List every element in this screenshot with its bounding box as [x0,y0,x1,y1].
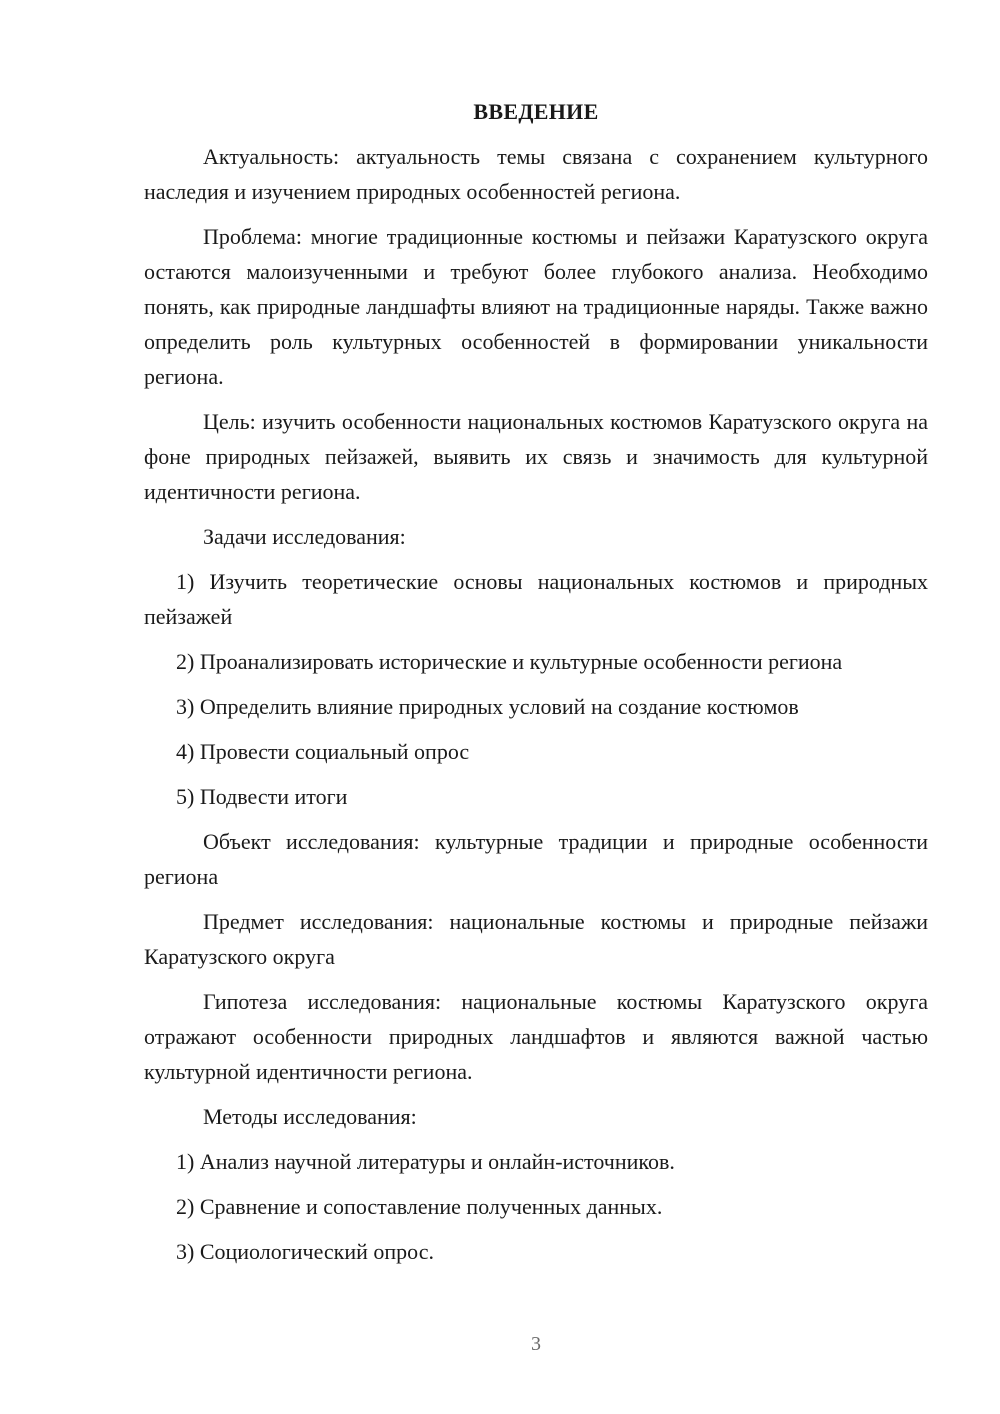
goal-paragraph: Цель: изучить особенности национальных костюмов Каратузского округа на фоне природных пейзажей, выявить их связь и значимость для культурной идентичности региона. [144,409,928,504]
hypothesis-paragraph: Гипотеза исследования: национальные костюмы Каратузского округа отражают особенности природных ландшафтов и являются важной частью культурной идентичности региона. [144,989,928,1084]
section-title: ВВЕДЕНИЕ [473,99,599,124]
task-item: 1) Изучить теоретические основы национальных костюмов и природных пейзажей [144,569,928,629]
task-item: 2) Проанализировать исторические и культурные особенности региона [176,649,843,674]
tasks-heading: Задачи исследования: [203,524,406,549]
task-item: 4) Провести социальный опрос [176,739,470,764]
problem-paragraph: Проблема: многие традиционные костюмы и пейзажи Каратузского округа остаются малоизученными и требуют более глубокого анализа. Необходимо понять, как природные ландшафты влияют на традиционные наряды. Также важно определить роль культурных особенностей в формировании уникальности региона. [144,224,928,389]
page-content [144,94,928,1279]
object-paragraph: Объект исследования: культурные традиции и природные особенности региона [144,829,928,889]
subject-paragraph: Предмет исследования: национальные костюмы и природные пейзажи Каратузского округа [144,909,928,969]
relevance-paragraph: Актуальность: актуальность темы связана с сохранением культурного наследия и изучением природных особенностей региона. [144,144,928,204]
page-number: 3 [531,1333,541,1355]
methods-heading: Методы исследования: [203,1104,417,1129]
method-item: 2) Сравнение и сопоставление полученных данных. [176,1194,663,1219]
method-item: 3) Социологический опрос. [176,1239,434,1264]
task-item: 5) Подвести итоги [176,784,348,809]
method-item: 1) Анализ научной литературы и онлайн-источников. [176,1149,675,1174]
task-item: 3) Определить влияние природных условий на создание костюмов [176,694,799,719]
